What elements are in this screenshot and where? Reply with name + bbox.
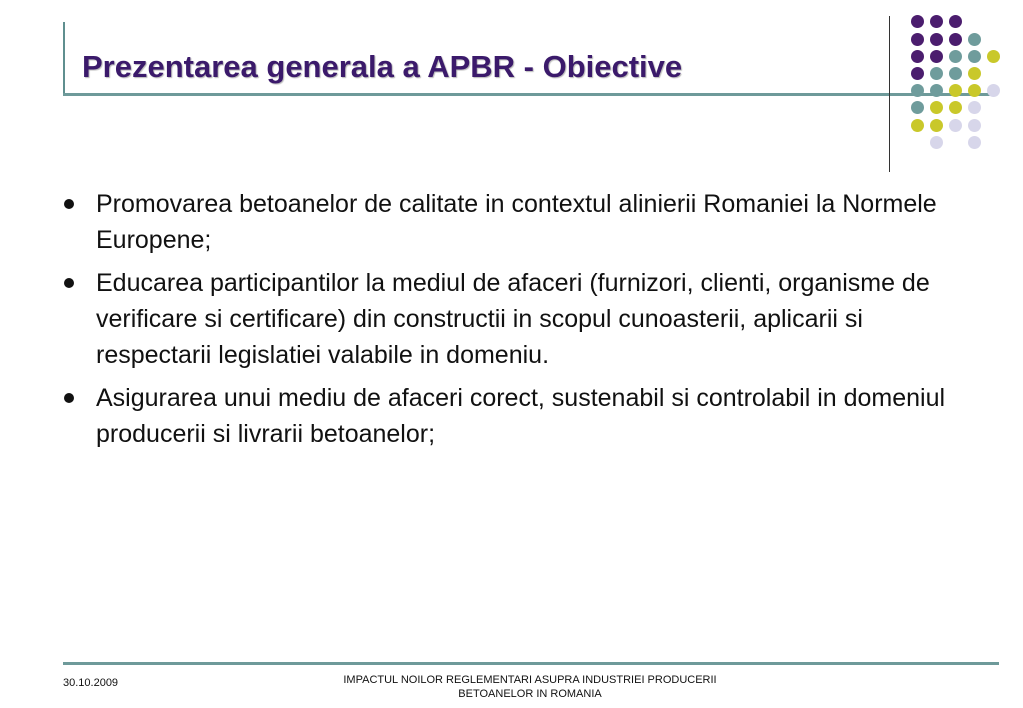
bullet-text: Educarea participantilor la mediul de afaceri (furnizori, clienti, organisme de verificare si certificare) din constructii in scopul cunoasterii, aplicarii si respectarii legislatiei valabile in domeniu. (96, 269, 930, 369)
decor-dot-icon (911, 67, 924, 80)
slide-title: Prezentarea generala a APBR - Obiective (82, 49, 683, 84)
bullet-item (62, 380, 962, 452)
footer-title (300, 673, 760, 701)
decor-dot-icon (968, 67, 981, 80)
footer-date: 30.10.2009 (63, 677, 119, 689)
decor-dot-icon (949, 67, 962, 80)
decor-dot-icon (968, 119, 981, 132)
decor-dot-icon (930, 15, 943, 28)
decor-dot-icon (949, 15, 962, 28)
decor-dot-icon (987, 50, 1000, 63)
decor-vertical-rule (889, 16, 890, 172)
decor-dot-icon (949, 50, 962, 63)
bullet-dot-icon (64, 199, 74, 209)
decor-dot-icon (968, 136, 981, 149)
decor-dot-icon (911, 33, 924, 46)
decor-dot-icon (949, 33, 962, 46)
footer-rule (63, 662, 999, 665)
bullet-list (62, 186, 962, 459)
decor-dot-icon (911, 119, 924, 132)
decor-dot-icon (949, 101, 962, 114)
title-underline-rule (63, 93, 995, 96)
decor-dot-icon (930, 50, 943, 63)
decor-dot-icon (968, 84, 981, 97)
decor-dot-icon (930, 119, 943, 132)
bullet-text: Promovarea betoanelor de calitate in contextul alinierii Romaniei la Normele Europene; (96, 190, 937, 254)
decor-dot-icon (968, 33, 981, 46)
decor-dot-icon (930, 33, 943, 46)
footer-title-line1: IMPACTUL NOILOR REGLEMENTARI ASUPRA INDUSTRIEI PRODUCERII (343, 674, 717, 686)
decor-dot-icon (930, 101, 943, 114)
decor-dot-icon (930, 136, 943, 149)
decor-dot-icon (968, 50, 981, 63)
decor-dot-icon (911, 101, 924, 114)
title-left-rule (63, 22, 65, 94)
bullet-text: Asigurarea unui mediu de afaceri corect, sustenabil si controlabil in domeniul producerii si livrarii betoanelor; (96, 384, 946, 448)
decor-dot-icon (987, 84, 1000, 97)
footer-title-line2: BETOANELOR IN ROMANIA (458, 688, 602, 700)
decor-dot-icon (949, 84, 962, 97)
decor-dot-icon (911, 84, 924, 97)
bullet-item (62, 186, 962, 258)
bullet-dot-icon (64, 278, 74, 288)
bullet-item (62, 265, 962, 373)
decor-dot-icon (930, 84, 943, 97)
bullet-dot-icon (64, 393, 74, 403)
decor-dot-icon (968, 101, 981, 114)
decor-dot-icon (911, 50, 924, 63)
decor-dot-icon (930, 67, 943, 80)
decor-dot-icon (949, 119, 962, 132)
decor-dot-icon (911, 15, 924, 28)
